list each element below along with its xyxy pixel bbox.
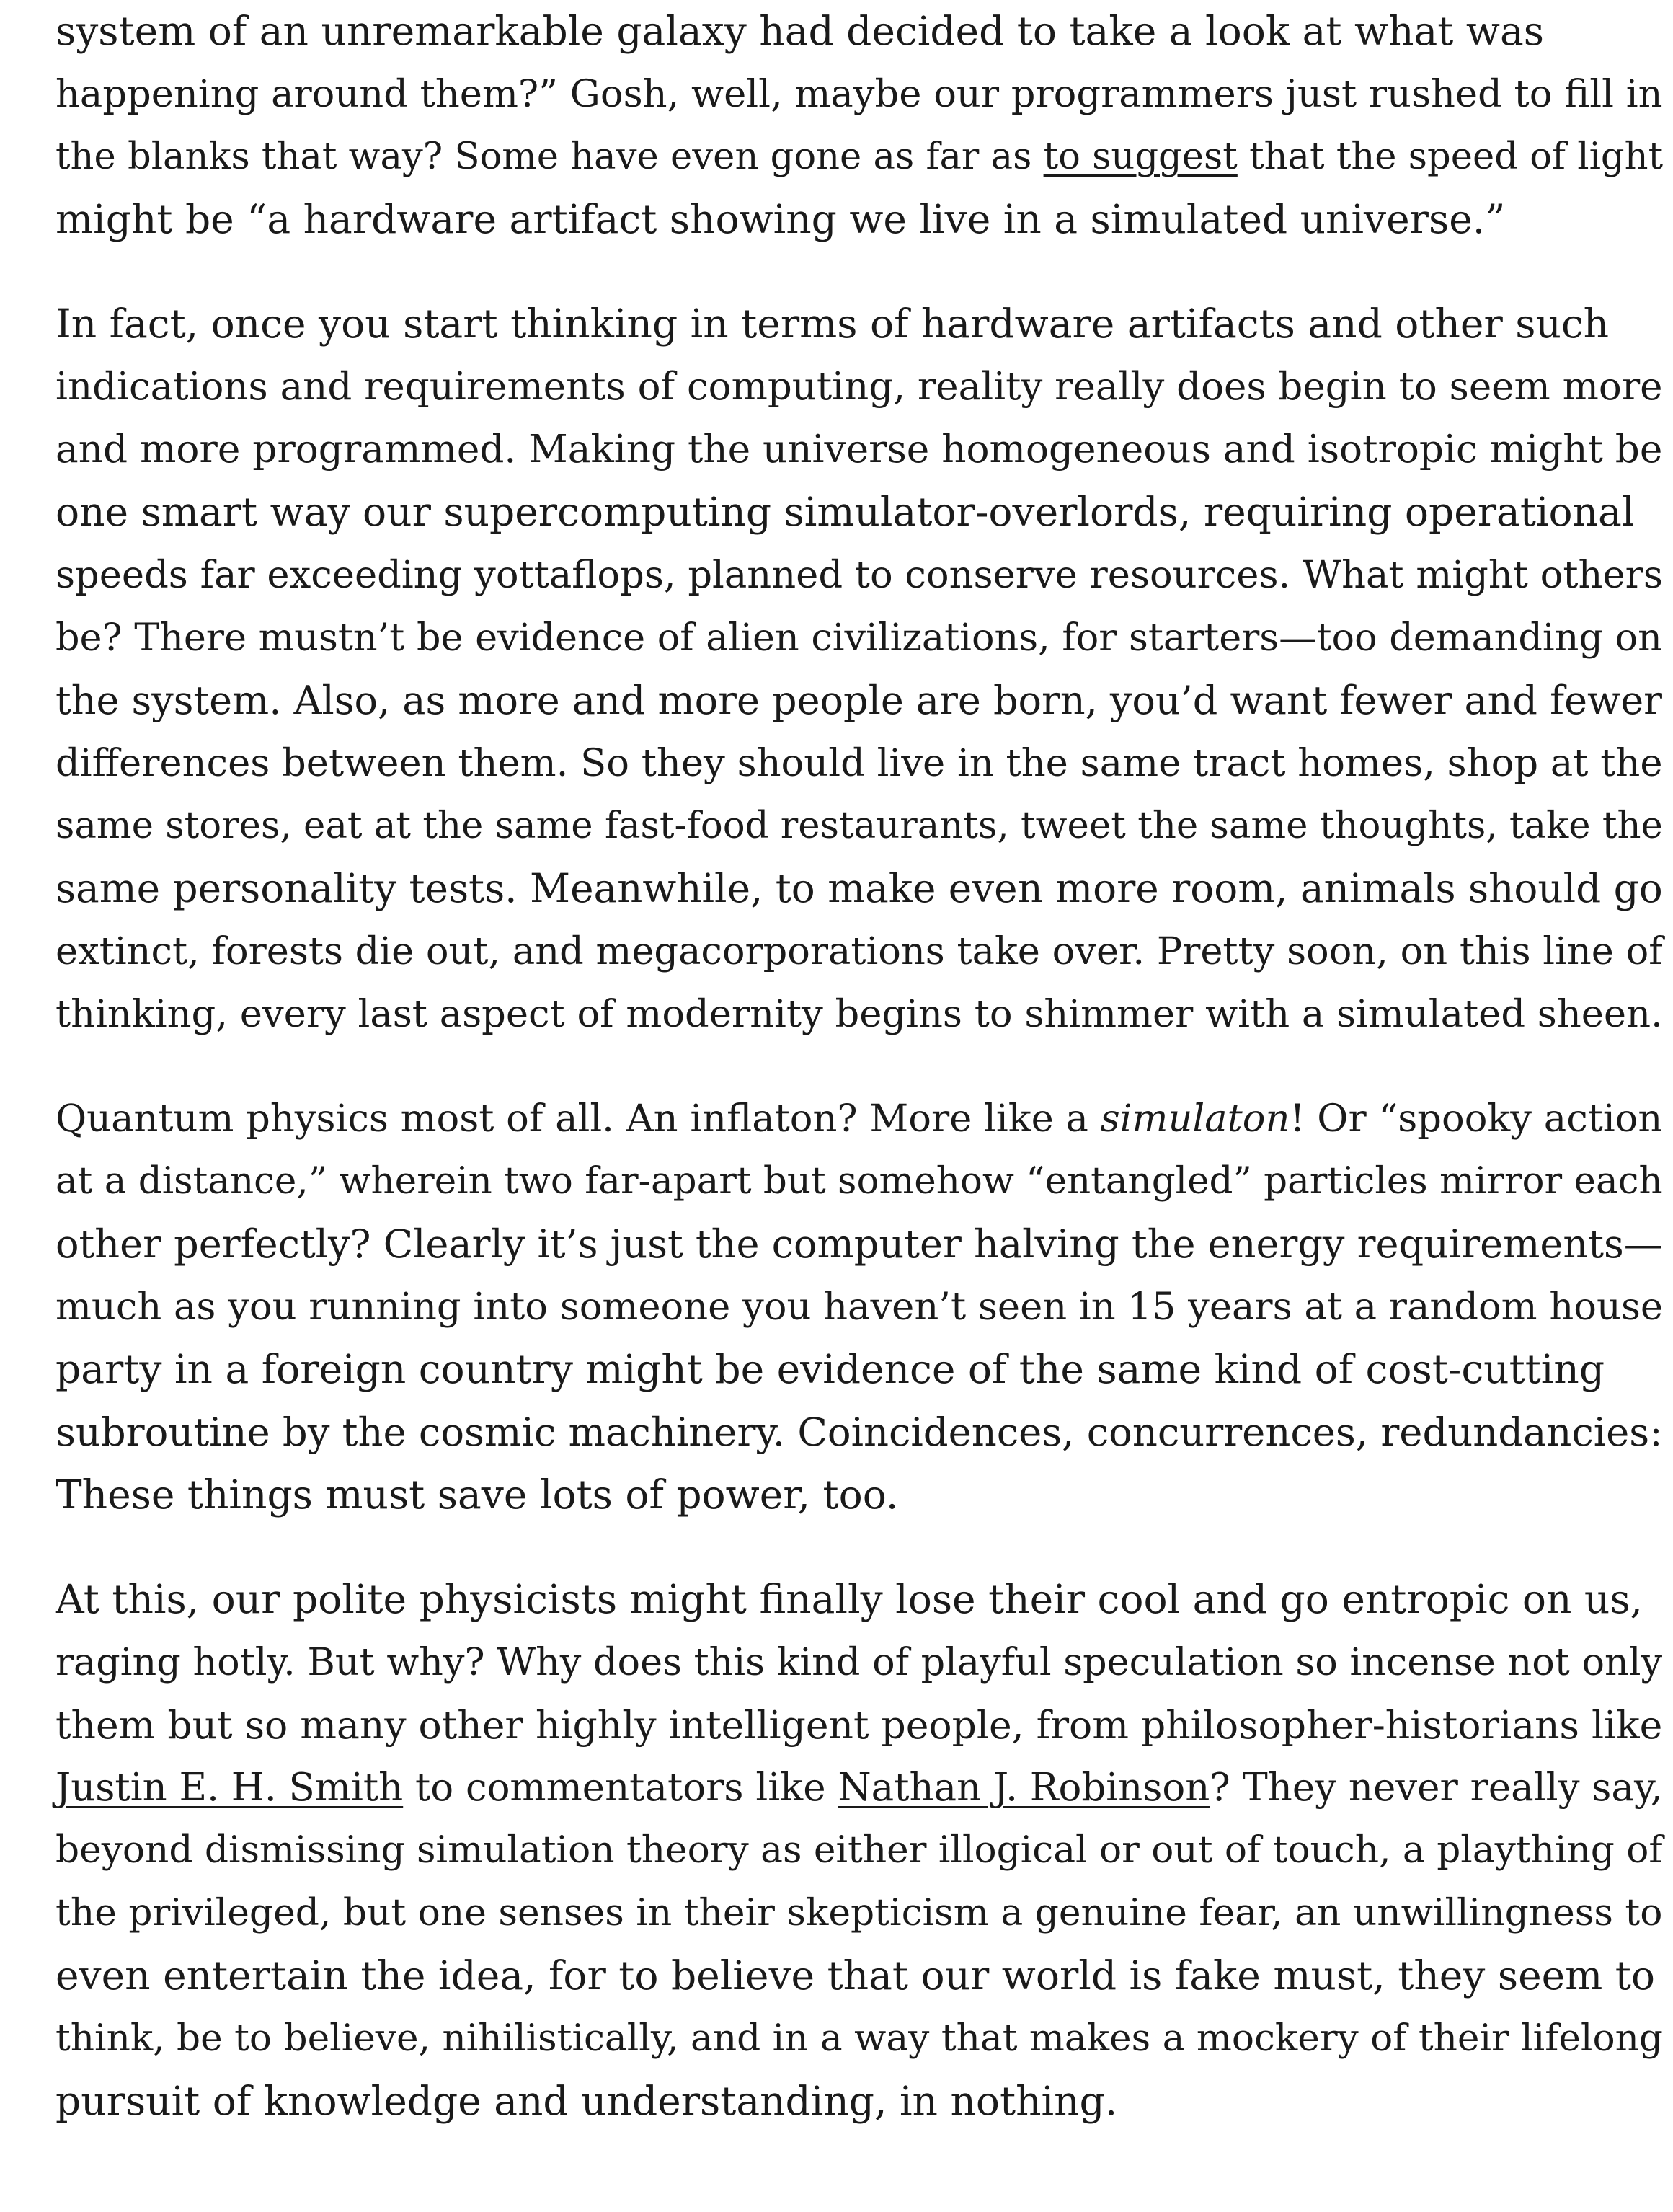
nathan-robinson-link[interactable]: Nathan J. Robinson [838,1766,1210,1810]
text-span: that the speed of light [1237,136,1664,178]
text-line: pursuit of knowledge and understanding, in nothing. [56,2078,1118,2124]
text-line: system of an unremarkable galaxy had decided to take a look at what was [56,8,1544,54]
paragraph-2 [56,293,1663,1045]
text-line: the system. Also, as more and more people are born, you’d want fewer and fewer [56,678,1662,723]
text-span: ! Or “spooky action [1290,1097,1663,1141]
text-span: Quantum physics most of all. An inflaton? More like a [56,1097,1101,1141]
text-line: one smart way our supercomputing simulator-overlords, requiring operational [56,489,1635,535]
text-line: might be “a hardware artifact showing we live in a simulated universe.” [56,196,1506,242]
paragraph-4 [56,1568,1663,2133]
article-body [56,0,1663,2175]
text-line: beyond dismissing simulation theory as either illogical or out of touch, a plaything of [56,1828,1663,1872]
text-line: raging hotly. But why? Why does this kind of playful speculation so incense not only [56,1640,1663,1684]
text-line: indications and requirements of computing, reality really does begin to seem more [56,365,1663,409]
text-line [56,1756,1663,1819]
justin-smith-link[interactable]: Justin E. H. Smith [56,1766,404,1810]
text-line: subroutine by the cosmic machinery. Coincidences, concurrences, redundancies: [56,1410,1663,1455]
text-line: other perfectly? Clearly it’s just the computer halving the energy requirements— [56,1221,1663,1267]
paragraph-3 [56,1087,1663,1526]
emphasis-simulaton: simulaton [1100,1097,1290,1141]
text-span: ? They never really say, [1210,1766,1663,1810]
text-line [56,1087,1663,1150]
text-line: think, be to believe, nihilistically, and in a way that makes a mockery of their lifelong [56,2017,1663,2060]
text-span: to commentators like [403,1766,838,1810]
text-line: be? There mustn’t be evidence of alien civilizations, for starters—too demanding on [56,616,1662,660]
text-line: party in a foreign country might be evidence of the same kind of cost-cutting [56,1346,1605,1392]
paragraph-1 [56,0,1663,251]
text-line: extinct, forests die out, and megacorporations take over. Pretty soon, on this line of [56,929,1663,973]
text-line: the privileged, but one senses in their skepticism a genuine fear, an unwillingness to [56,1891,1663,1934]
text-line: much as you running into someone you haven’t seen in 15 years at a random house [56,1285,1664,1329]
text-line: speeds far exceeding yottaflops, planned to conserve resources. What might others [56,553,1663,597]
text-line: thinking, every last aspect of modernity begins to shimmer with a simulated sheen. [56,992,1663,1036]
text-line [56,125,1663,188]
text-line: In fact, once you start thinking in terms of hardware artifacts and other such [56,301,1610,347]
text-line: and more programmed. Making the universe homogeneous and isotropic might be [56,427,1663,472]
text-span: the blanks that way? Some have even gone as far as [56,136,1044,178]
text-line: differences between them. So they should live in the same tract homes, shop at the [56,741,1663,785]
to-suggest-link[interactable]: to suggest [1043,136,1238,178]
text-line: even entertain the idea, for to believe that our world is fake must, they seem to [56,1952,1656,1999]
text-line: These things must save lots of power, too. [56,1472,899,1518]
text-line: at a distance,” wherein two far-apart but somehow “entangled” particles mirror each [56,1159,1663,1203]
text-line: same personality tests. Meanwhile, to make even more room, animals should go [56,865,1663,911]
text-line: At this, our polite physicists might finally lose their cool and go entropic on us, [56,1576,1643,1622]
text-line: happening around them?” Gosh, well, maybe our programmers just rushed to fill in [56,72,1663,116]
text-line: same stores, eat at the same fast-food restaurants, tweet the same thoughts, take the [56,804,1663,847]
text-line: them but so many other highly intelligent people, from philosopher-historians like [56,1702,1663,1748]
